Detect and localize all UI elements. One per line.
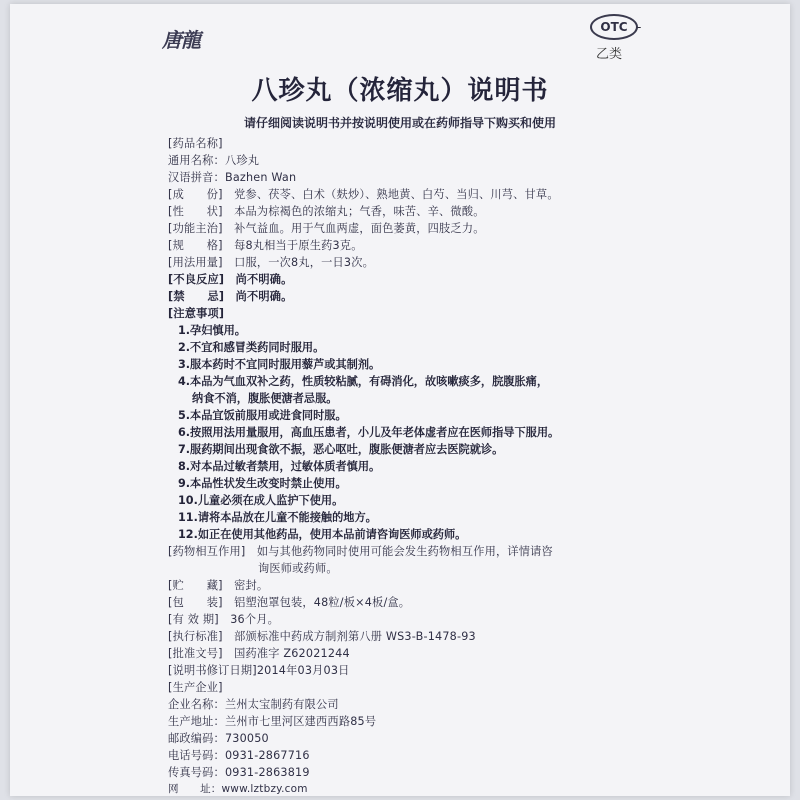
manufacturer-website: 网 址：www.lztbzy.com bbox=[168, 783, 308, 795]
otc-badge: OTC bbox=[590, 14, 638, 40]
execution-standard: [执行标准] 部颁标准中药成方制剂第八册 WS3-B-1478-93 bbox=[168, 630, 476, 643]
validity: [有 效 期] 36个月。 bbox=[168, 613, 279, 626]
precaution-item: 12.如正在使用其他药品，使用本品前请咨询医师或药师。 bbox=[178, 528, 467, 541]
contraindications: [禁 忌] 尚不明确。 bbox=[168, 290, 293, 303]
indications: [功能主治] 补气益血。用于气血两虚，面色萎黄，四肢乏力。 bbox=[168, 222, 485, 235]
ingredients: [成 份] 党参、茯苓、白术（麸炒）、熟地黄、白芍、当归、川芎、甘草。 bbox=[168, 188, 559, 201]
drug-interactions-continued: 询医师或药师。 bbox=[258, 562, 338, 575]
manufacturer-fax: 传真号码：0931-2863819 bbox=[168, 766, 310, 779]
manufacturer-address: 生产地址：兰州市七里河区建西西路85号 bbox=[168, 715, 377, 728]
drug-name-section-label: [药品名称] bbox=[168, 137, 223, 150]
manufacturer-postcode: 邮政编码：730050 bbox=[168, 732, 269, 745]
manufacturer-label: [生产企业] bbox=[168, 681, 223, 694]
precaution-item: 5.本品宜饭前服用或进食同时服。 bbox=[178, 409, 347, 422]
drug-interactions: [药物相互作用] 如与其他药物同时使用可能会发生药物相互作用，详情请咨 bbox=[168, 545, 553, 558]
precaution-item: 6.按照用法用量服用，高血压患者，小儿及年老体虚者应在医师指导下服用。 bbox=[178, 426, 560, 439]
precautions-label: [注意事项] bbox=[168, 307, 225, 320]
otc-dash: - bbox=[637, 20, 642, 34]
approval-number: [批准文号] 国药准字 Z62021244 bbox=[168, 647, 350, 660]
manufacturer-name: 企业名称：兰州太宝制药有限公司 bbox=[168, 698, 339, 711]
document-title: 八珍丸（浓缩丸）说明书 bbox=[251, 76, 549, 106]
manufacturer-phone: 电话号码：0931-2867716 bbox=[168, 749, 310, 762]
dosage: [用法用量] 口服，一次8丸，一日3次。 bbox=[168, 256, 374, 269]
pinyin-name: 汉语拼音：Bazhen Wan bbox=[168, 171, 297, 184]
otc-class-label: 乙类 bbox=[596, 47, 623, 62]
precaution-item: 2.不宜和感冒类药同时服用。 bbox=[178, 341, 325, 354]
common-name: 通用名称：八珍丸 bbox=[168, 154, 260, 167]
precaution-item: 7.服药期间出现食欲不振，恶心呕吐，腹胀便溏者应去医院就诊。 bbox=[178, 443, 504, 456]
precaution-item: 9.本品性状发生改变时禁止使用。 bbox=[178, 477, 347, 490]
precaution-item-continued: 纳食不消，腹胀便溏者忌服。 bbox=[192, 392, 338, 405]
package: [包 装] 铝塑泡罩包装，48粒/板×4板/盒。 bbox=[168, 596, 411, 609]
precaution-item: 4.本品为气血双补之药，性质较粘腻，有碍消化，故咳嗽痰多，脘腹胀痛， bbox=[178, 375, 549, 388]
brand-logo: 唐龍 bbox=[162, 28, 200, 52]
precaution-item: 1.孕妇慎用。 bbox=[178, 324, 246, 337]
precaution-item: 8.对本品过敏者禁用，过敏体质者慎用。 bbox=[178, 460, 381, 473]
specification: [规 格] 每8丸相当于原生药3克。 bbox=[168, 239, 363, 252]
document-subtitle: 请仔细阅读说明书并按说明使用或在药师指导下购买和使用 bbox=[243, 116, 556, 130]
precaution-item: 11.请将本品放在儿童不能接触的地方。 bbox=[178, 511, 377, 524]
adverse-reactions: [不良反应] 尚不明确。 bbox=[168, 273, 293, 286]
storage: [贮 藏] 密封。 bbox=[168, 579, 269, 592]
appearance: [性 状] 本品为棕褐色的浓缩丸；气香，味苦、辛、微酸。 bbox=[168, 205, 485, 218]
revision-date: [说明书修订日期]2014年03月03日 bbox=[168, 664, 350, 677]
precaution-item: 10.儿童必须在成人监护下使用。 bbox=[178, 494, 344, 507]
precaution-item: 3.服本药时不宜同时服用藜芦或其制剂。 bbox=[178, 358, 381, 371]
